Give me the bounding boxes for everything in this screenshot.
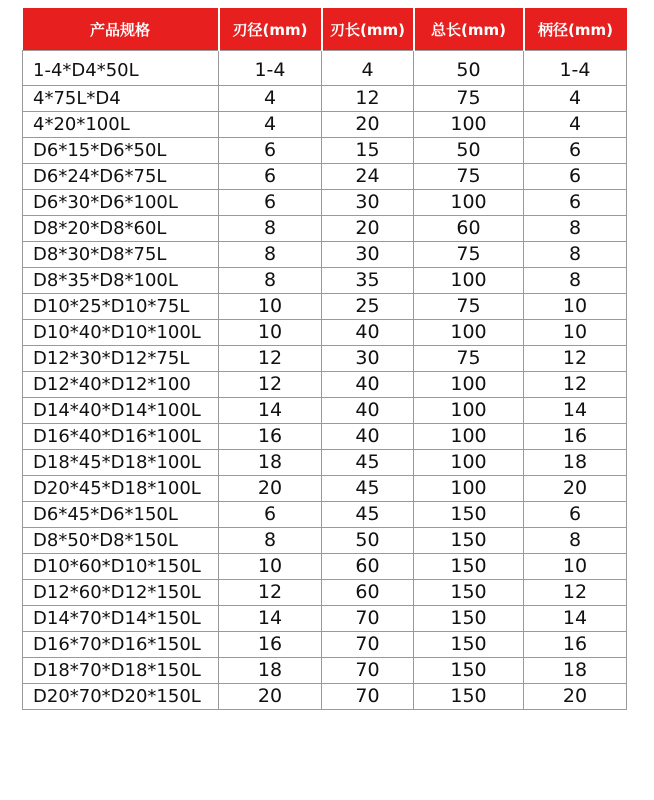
cell-spec: 4*75L*D4 <box>23 86 219 112</box>
cell-blade-diameter: 14 <box>219 398 322 424</box>
cell-blade-diameter: 16 <box>219 632 322 658</box>
cell-spec: D14*40*D14*100L <box>23 398 219 424</box>
cell-blade-length: 45 <box>322 502 414 528</box>
cell-spec: D8*20*D8*60L <box>23 216 219 242</box>
cell-blade-diameter: 6 <box>219 190 322 216</box>
cell-blade-length: 70 <box>322 606 414 632</box>
cell-shank-diameter: 6 <box>524 502 627 528</box>
cell-blade-length: 70 <box>322 684 414 710</box>
cell-shank-diameter: 18 <box>524 658 627 684</box>
table-row <box>23 294 627 320</box>
cell-blade-diameter: 8 <box>219 242 322 268</box>
cell-spec: 1-4*D4*50L <box>23 51 219 86</box>
cell-spec: D6*15*D6*50L <box>23 138 219 164</box>
cell-total-length: 50 <box>414 51 524 86</box>
cell-blade-length: 50 <box>322 528 414 554</box>
cell-spec: D20*70*D20*150L <box>23 684 219 710</box>
cell-spec: D10*25*D10*75L <box>23 294 219 320</box>
cell-blade-length: 45 <box>322 450 414 476</box>
cell-total-length: 100 <box>414 190 524 216</box>
cell-blade-length: 20 <box>322 112 414 138</box>
table-row <box>23 658 627 684</box>
cell-blade-length: 12 <box>322 86 414 112</box>
cell-blade-length: 30 <box>322 190 414 216</box>
cell-spec: D6*45*D6*150L <box>23 502 219 528</box>
cell-total-length: 100 <box>414 112 524 138</box>
cell-blade-length: 20 <box>322 216 414 242</box>
cell-blade-length: 70 <box>322 632 414 658</box>
cell-blade-diameter: 10 <box>219 320 322 346</box>
cell-blade-length: 40 <box>322 424 414 450</box>
cell-spec: D16*70*D16*150L <box>23 632 219 658</box>
header-row <box>23 8 627 51</box>
cell-blade-diameter: 6 <box>219 502 322 528</box>
cell-blade-diameter: 16 <box>219 424 322 450</box>
cell-total-length: 75 <box>414 346 524 372</box>
cell-blade-length: 25 <box>322 294 414 320</box>
cell-shank-diameter: 20 <box>524 476 627 502</box>
cell-spec: D12*30*D12*75L <box>23 346 219 372</box>
cell-shank-diameter: 4 <box>524 86 627 112</box>
cell-total-length: 100 <box>414 372 524 398</box>
cell-blade-diameter: 18 <box>219 658 322 684</box>
cell-blade-diameter: 14 <box>219 606 322 632</box>
cell-total-length: 150 <box>414 554 524 580</box>
table-row <box>23 190 627 216</box>
table-row <box>23 554 627 580</box>
cell-blade-length: 40 <box>322 320 414 346</box>
table-row <box>23 528 627 554</box>
header-blade-diameter: 刃径(mm) <box>219 8 322 51</box>
header-spec: 产品规格 <box>23 8 219 51</box>
cell-shank-diameter: 12 <box>524 346 627 372</box>
table-row <box>23 51 627 86</box>
cell-total-length: 150 <box>414 502 524 528</box>
table-row <box>23 320 627 346</box>
cell-shank-diameter: 12 <box>524 372 627 398</box>
cell-total-length: 50 <box>414 138 524 164</box>
table-row <box>23 684 627 710</box>
cell-spec: D12*40*D12*100 <box>23 372 219 398</box>
cell-blade-length: 30 <box>322 346 414 372</box>
cell-blade-diameter: 6 <box>219 164 322 190</box>
cell-blade-diameter: 12 <box>219 580 322 606</box>
cell-blade-diameter: 6 <box>219 138 322 164</box>
header-blade-length: 刃长(mm) <box>322 8 414 51</box>
cell-shank-diameter: 20 <box>524 684 627 710</box>
cell-blade-length: 4 <box>322 51 414 86</box>
cell-blade-diameter: 12 <box>219 372 322 398</box>
table-row <box>23 502 627 528</box>
cell-total-length: 150 <box>414 528 524 554</box>
cell-blade-length: 15 <box>322 138 414 164</box>
cell-blade-diameter: 4 <box>219 86 322 112</box>
cell-spec: 4*20*100L <box>23 112 219 138</box>
table-row <box>23 164 627 190</box>
table-row <box>23 346 627 372</box>
cell-spec: D6*24*D6*75L <box>23 164 219 190</box>
cell-blade-diameter: 8 <box>219 528 322 554</box>
cell-shank-diameter: 14 <box>524 398 627 424</box>
table-row <box>23 450 627 476</box>
cell-total-length: 100 <box>414 320 524 346</box>
cell-blade-length: 30 <box>322 242 414 268</box>
cell-shank-diameter: 16 <box>524 632 627 658</box>
cell-shank-diameter: 16 <box>524 424 627 450</box>
cell-shank-diameter: 8 <box>524 242 627 268</box>
cell-blade-diameter: 12 <box>219 346 322 372</box>
cell-blade-diameter: 10 <box>219 294 322 320</box>
cell-spec: D8*50*D8*150L <box>23 528 219 554</box>
cell-spec: D6*30*D6*100L <box>23 190 219 216</box>
cell-total-length: 100 <box>414 268 524 294</box>
cell-blade-diameter: 1-4 <box>219 51 322 86</box>
cell-total-length: 100 <box>414 424 524 450</box>
cell-total-length: 150 <box>414 632 524 658</box>
cell-shank-diameter: 8 <box>524 528 627 554</box>
cell-total-length: 100 <box>414 398 524 424</box>
cell-shank-diameter: 10 <box>524 554 627 580</box>
cell-shank-diameter: 18 <box>524 450 627 476</box>
cell-spec: D10*40*D10*100L <box>23 320 219 346</box>
cell-blade-length: 60 <box>322 580 414 606</box>
cell-spec: D18*70*D18*150L <box>23 658 219 684</box>
cell-spec: D8*35*D8*100L <box>23 268 219 294</box>
table-row <box>23 398 627 424</box>
table-row <box>23 372 627 398</box>
cell-spec: D14*70*D14*150L <box>23 606 219 632</box>
table-row <box>23 242 627 268</box>
cell-shank-diameter: 4 <box>524 112 627 138</box>
cell-total-length: 100 <box>414 450 524 476</box>
cell-spec: D20*45*D18*100L <box>23 476 219 502</box>
table-row <box>23 476 627 502</box>
header-total-length: 总长(mm) <box>414 8 524 51</box>
cell-total-length: 100 <box>414 476 524 502</box>
cell-blade-length: 60 <box>322 554 414 580</box>
cell-spec: D12*60*D12*150L <box>23 580 219 606</box>
table-row <box>23 112 627 138</box>
header-shank-diameter: 柄径(mm) <box>524 8 627 51</box>
cell-shank-diameter: 8 <box>524 216 627 242</box>
cell-blade-length: 40 <box>322 398 414 424</box>
cell-blade-length: 35 <box>322 268 414 294</box>
cell-shank-diameter: 6 <box>524 190 627 216</box>
table-row <box>23 580 627 606</box>
table-row <box>23 216 627 242</box>
cell-shank-diameter: 14 <box>524 606 627 632</box>
cell-blade-length: 40 <box>322 372 414 398</box>
cell-spec: D8*30*D8*75L <box>23 242 219 268</box>
cell-spec: D10*60*D10*150L <box>23 554 219 580</box>
table-row <box>23 632 627 658</box>
cell-blade-diameter: 20 <box>219 476 322 502</box>
cell-total-length: 75 <box>414 242 524 268</box>
cell-spec: D16*40*D16*100L <box>23 424 219 450</box>
cell-spec: D18*45*D18*100L <box>23 450 219 476</box>
table-row <box>23 268 627 294</box>
cell-total-length: 150 <box>414 684 524 710</box>
cell-total-length: 75 <box>414 86 524 112</box>
cell-total-length: 150 <box>414 580 524 606</box>
cell-total-length: 150 <box>414 606 524 632</box>
cell-total-length: 60 <box>414 216 524 242</box>
cell-total-length: 150 <box>414 658 524 684</box>
table-body <box>23 51 627 710</box>
cell-blade-diameter: 10 <box>219 554 322 580</box>
table-row <box>23 606 627 632</box>
cell-total-length: 75 <box>414 294 524 320</box>
table-row <box>23 138 627 164</box>
spec-table <box>22 8 627 710</box>
table-header <box>23 8 627 51</box>
cell-blade-length: 24 <box>322 164 414 190</box>
table-row <box>23 86 627 112</box>
cell-blade-diameter: 4 <box>219 112 322 138</box>
cell-blade-diameter: 8 <box>219 216 322 242</box>
cell-total-length: 75 <box>414 164 524 190</box>
cell-shank-diameter: 1-4 <box>524 51 627 86</box>
table-row <box>23 424 627 450</box>
cell-shank-diameter: 12 <box>524 580 627 606</box>
cell-blade-diameter: 8 <box>219 268 322 294</box>
cell-blade-diameter: 18 <box>219 450 322 476</box>
cell-shank-diameter: 8 <box>524 268 627 294</box>
cell-shank-diameter: 10 <box>524 294 627 320</box>
cell-shank-diameter: 6 <box>524 164 627 190</box>
cell-blade-length: 70 <box>322 658 414 684</box>
cell-blade-length: 45 <box>322 476 414 502</box>
cell-blade-diameter: 20 <box>219 684 322 710</box>
cell-shank-diameter: 6 <box>524 138 627 164</box>
cell-shank-diameter: 10 <box>524 320 627 346</box>
